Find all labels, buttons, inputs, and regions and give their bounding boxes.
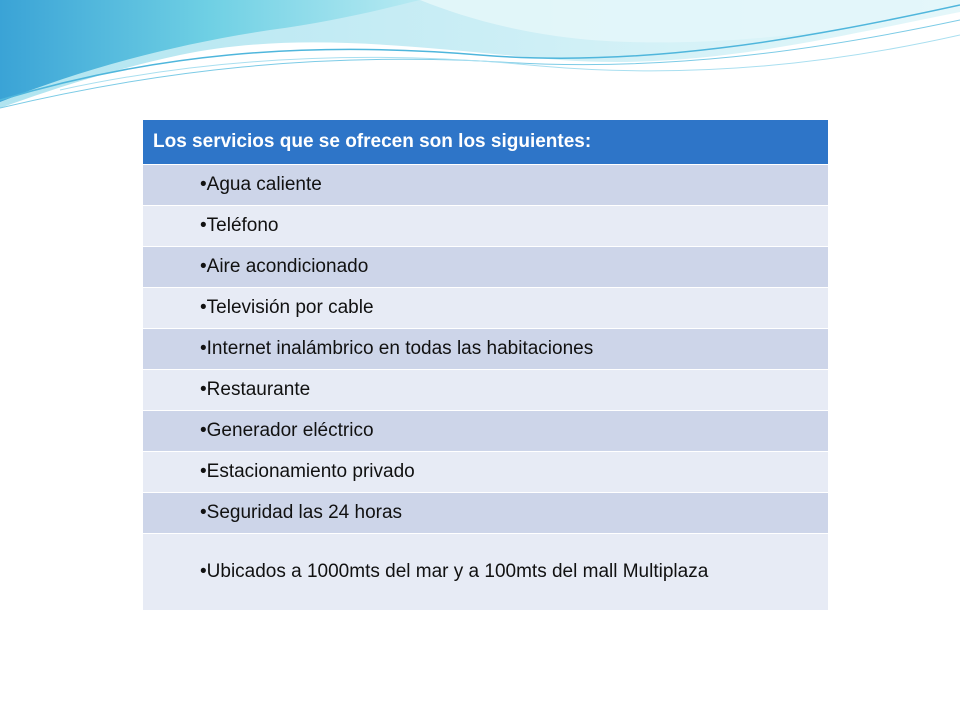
service-item: •Internet inalámbrico en todas las habitaciones (143, 329, 828, 370)
table-header-row (143, 120, 828, 165)
service-item: •Seguridad las 24 horas (143, 493, 828, 534)
table-row (143, 165, 828, 206)
services-table (143, 120, 828, 610)
table-row (143, 370, 828, 411)
service-item: •Aire acondicionado (143, 247, 828, 288)
table-row (143, 206, 828, 247)
table-row (143, 452, 828, 493)
service-item: •Estacionamiento privado (143, 452, 828, 493)
table-row (143, 329, 828, 370)
service-item: •Ubicados a 1000mts del mar y a 100mts del mall Multiplaza (143, 534, 828, 611)
table-row (143, 534, 828, 611)
service-item: •Televisión por cable (143, 288, 828, 329)
service-item: •Generador eléctrico (143, 411, 828, 452)
table-row (143, 411, 828, 452)
service-item: •Agua caliente (143, 165, 828, 206)
table-row (143, 493, 828, 534)
table-row (143, 288, 828, 329)
service-item: •Restaurante (143, 370, 828, 411)
table-header: Los servicios que se ofrecen son los siguientes: (143, 120, 828, 165)
service-item: •Teléfono (143, 206, 828, 247)
decorative-wave-banner (0, 0, 960, 130)
table-row (143, 247, 828, 288)
